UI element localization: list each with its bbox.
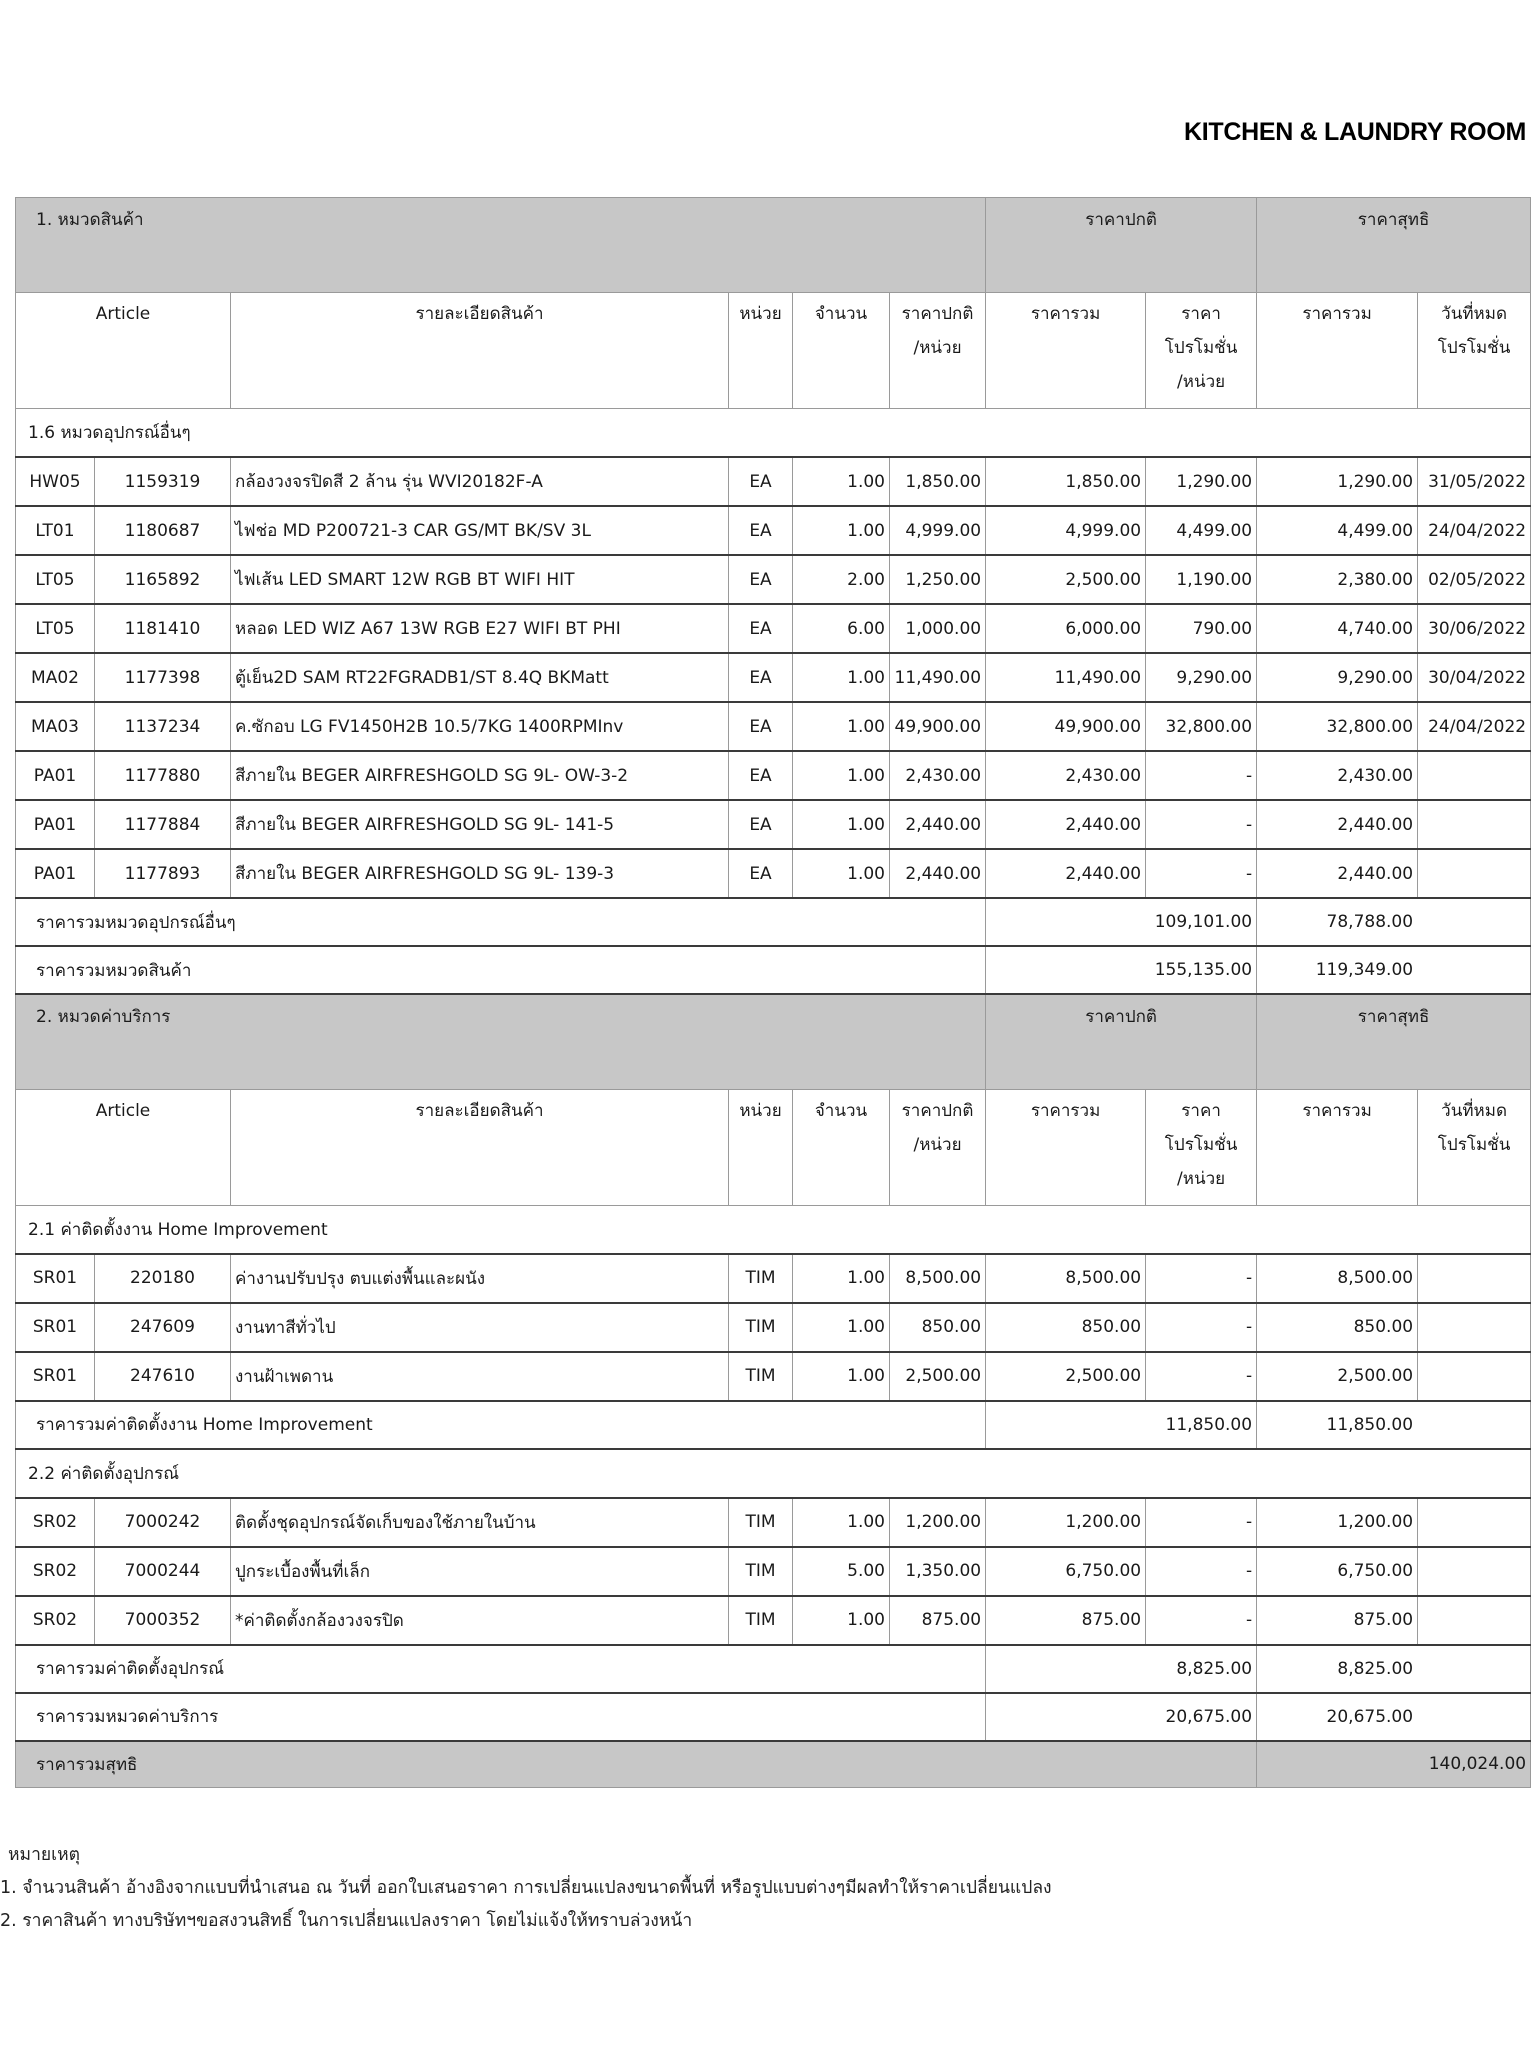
subtotal-normal: 11,850.00 bbox=[986, 1401, 1257, 1449]
table-row bbox=[16, 800, 1531, 849]
table-row bbox=[16, 1498, 1531, 1547]
item-qty: 1.00 bbox=[793, 1303, 890, 1352]
subtotal-row bbox=[16, 1645, 1531, 1693]
item-total: 6,000.00 bbox=[986, 604, 1146, 653]
item-unit-price: 1,850.00 bbox=[890, 457, 986, 506]
table-row bbox=[16, 849, 1531, 898]
item-unit: EA bbox=[729, 702, 793, 751]
item-unit-price: 850.00 bbox=[890, 1303, 986, 1352]
col-promo-price: ราคา โปรโมชั่น /หน่วย bbox=[1146, 293, 1257, 409]
item-code: LT05 bbox=[16, 555, 95, 604]
item-net-total: 9,290.00 bbox=[1257, 653, 1418, 702]
item-promo-end: 24/04/2022 bbox=[1418, 702, 1531, 751]
section-title: 2. หมวดค่าบริการ bbox=[16, 994, 986, 1089]
item-description: สีภายใน BEGER AIRFRESHGOLD SG 9L- OW-3-2 bbox=[231, 751, 729, 800]
item-unit: TIM bbox=[729, 1254, 793, 1303]
table-row bbox=[16, 1303, 1531, 1352]
item-article: 1180687 bbox=[95, 506, 231, 555]
item-code: SR01 bbox=[16, 1254, 95, 1303]
item-total: 8,500.00 bbox=[986, 1254, 1146, 1303]
item-promo-price: 4,499.00 bbox=[1146, 506, 1257, 555]
subtotal-row bbox=[16, 1401, 1531, 1449]
item-qty: 1.00 bbox=[793, 1254, 890, 1303]
section-total-row bbox=[16, 1693, 1531, 1741]
item-total: 1,200.00 bbox=[986, 1498, 1146, 1547]
section-total-normal: 20,675.00 bbox=[986, 1693, 1257, 1741]
item-promo-end bbox=[1418, 1254, 1531, 1303]
item-unit: TIM bbox=[729, 1303, 793, 1352]
item-total: 2,500.00 bbox=[986, 1352, 1146, 1401]
item-unit-price: 49,900.00 bbox=[890, 702, 986, 751]
item-code: PA01 bbox=[16, 751, 95, 800]
item-promo-price: - bbox=[1146, 1596, 1257, 1645]
col-detail: รายละเอียดสินค้า bbox=[231, 293, 729, 409]
item-promo-price: 790.00 bbox=[1146, 604, 1257, 653]
item-total: 1,850.00 bbox=[986, 457, 1146, 506]
note-item: 1. จำนวนสินค้า อ้างอิงจากแบบที่นำเสนอ ณ วันที่ ออกใบเสนอราคา การเปลี่ยนแปลงขนาดพื้นที่ หรือรูปแบบต่างๆมีผลทำให้ราคาเปลี่ยนแปลง bbox=[0, 1878, 1052, 1898]
item-unit-price: 4,999.00 bbox=[890, 506, 986, 555]
item-total: 875.00 bbox=[986, 1596, 1146, 1645]
item-description: ไฟช่อ MD P200721-3 CAR GS/MT BK/SV 3L bbox=[231, 506, 729, 555]
item-unit-price: 1,250.00 bbox=[890, 555, 986, 604]
section2-sub1-rows bbox=[16, 1254, 1531, 1401]
section-total-row bbox=[16, 946, 1531, 994]
item-article: 220180 bbox=[95, 1254, 231, 1303]
col-total: ราคารวม bbox=[986, 1089, 1146, 1205]
item-description: กล้องวงจรปิดสี 2 ล้าน รุ่น WVI20182F-A bbox=[231, 457, 729, 506]
item-description: สีภายใน BEGER AIRFRESHGOLD SG 9L- 139-3 bbox=[231, 849, 729, 898]
col-article: Article bbox=[16, 1089, 231, 1205]
column-header-row bbox=[16, 1089, 1531, 1205]
col-unit: หน่วย bbox=[729, 1089, 793, 1205]
item-description: ค.ซักอบ LG FV1450H2B 10.5/7KG 1400RPMInv bbox=[231, 702, 729, 751]
item-promo-price: - bbox=[1146, 1352, 1257, 1401]
item-total: 850.00 bbox=[986, 1303, 1146, 1352]
note-item: 2. ราคาสินค้า ทางบริษัทฯขอสงวนสิทธิ์ ในการเปลี่ยนแปลงราคา โดยไม่แจ้งให้ทราบล่วงหน้า bbox=[0, 1911, 693, 1931]
col-detail: รายละเอียดสินค้า bbox=[231, 1089, 729, 1205]
item-qty: 1.00 bbox=[793, 800, 890, 849]
item-promo-end: 24/04/2022 bbox=[1418, 506, 1531, 555]
item-unit: EA bbox=[729, 849, 793, 898]
net-price-group-header: ราคาสุทธิ bbox=[1257, 994, 1531, 1089]
item-article: 1181410 bbox=[95, 604, 231, 653]
item-promo-end: 30/06/2022 bbox=[1418, 604, 1531, 653]
item-total: 2,430.00 bbox=[986, 751, 1146, 800]
item-promo-price: - bbox=[1146, 800, 1257, 849]
item-net-total: 2,430.00 bbox=[1257, 751, 1418, 800]
item-promo-end bbox=[1418, 849, 1531, 898]
item-promo-price: - bbox=[1146, 1303, 1257, 1352]
item-promo-price: 1,190.00 bbox=[1146, 555, 1257, 604]
item-promo-end: 30/04/2022 bbox=[1418, 653, 1531, 702]
net-price-group-header: ราคาสุทธิ bbox=[1257, 198, 1531, 293]
item-qty: 1.00 bbox=[793, 1596, 890, 1645]
item-code: MA03 bbox=[16, 702, 95, 751]
item-code: MA02 bbox=[16, 653, 95, 702]
col-unit: หน่วย bbox=[729, 293, 793, 409]
subtotal-row bbox=[16, 898, 1531, 946]
document-title: KITCHEN & LAUNDRY ROOM bbox=[1183, 118, 1526, 146]
section-total-label: ราคารวมหมวดสินค้า bbox=[16, 946, 986, 994]
grand-total-row bbox=[16, 1741, 1531, 1788]
item-promo-end bbox=[1418, 1303, 1531, 1352]
normal-price-group-header: ราคาปกติ bbox=[986, 198, 1257, 293]
item-unit-price: 1,350.00 bbox=[890, 1547, 986, 1596]
item-article: 1177884 bbox=[95, 800, 231, 849]
item-net-total: 875.00 bbox=[1257, 1596, 1418, 1645]
item-article: 1165892 bbox=[95, 555, 231, 604]
item-total: 2,500.00 bbox=[986, 555, 1146, 604]
item-qty: 1.00 bbox=[793, 751, 890, 800]
subcategory-row bbox=[16, 409, 1531, 458]
item-article: 1159319 bbox=[95, 457, 231, 506]
item-code: LT05 bbox=[16, 604, 95, 653]
item-code: SR02 bbox=[16, 1547, 95, 1596]
item-unit-price: 2,440.00 bbox=[890, 800, 986, 849]
item-promo-price: - bbox=[1146, 1498, 1257, 1547]
item-promo-end: 02/05/2022 bbox=[1418, 555, 1531, 604]
subtotal-net: 78,788.00 bbox=[1257, 898, 1531, 946]
col-promo-end: วันที่หมด โปรโมชั่น bbox=[1418, 1089, 1531, 1205]
item-description: ติดตั้งชุดอุปกรณ์จัดเก็บของใช้ภายในบ้าน bbox=[231, 1498, 729, 1547]
item-qty: 6.00 bbox=[793, 604, 890, 653]
item-article: 1177880 bbox=[95, 751, 231, 800]
item-description: ค่างานปรับปรุง ตบแต่งพื้นและผนัง bbox=[231, 1254, 729, 1303]
item-description: สีภายใน BEGER AIRFRESHGOLD SG 9L- 141-5 bbox=[231, 800, 729, 849]
item-qty: 1.00 bbox=[793, 1498, 890, 1547]
item-qty: 1.00 bbox=[793, 457, 890, 506]
item-promo-end bbox=[1418, 1498, 1531, 1547]
table-row bbox=[16, 653, 1531, 702]
item-unit: EA bbox=[729, 604, 793, 653]
table-row bbox=[16, 1547, 1531, 1596]
notes-title: หมายเหตุ bbox=[8, 1845, 81, 1865]
section-total-label: ราคารวมหมวดค่าบริการ bbox=[16, 1693, 986, 1741]
item-code: PA01 bbox=[16, 849, 95, 898]
item-net-total: 6,750.00 bbox=[1257, 1547, 1418, 1596]
table-row bbox=[16, 457, 1531, 506]
item-net-total: 2,380.00 bbox=[1257, 555, 1418, 604]
item-net-total: 2,500.00 bbox=[1257, 1352, 1418, 1401]
item-article: 247609 bbox=[95, 1303, 231, 1352]
table-row bbox=[16, 506, 1531, 555]
item-unit: EA bbox=[729, 555, 793, 604]
subcategory-title: 2.1 ค่าติดตั้งงาน Home Improvement bbox=[16, 1205, 1531, 1254]
item-total: 2,440.00 bbox=[986, 800, 1146, 849]
item-promo-price: - bbox=[1146, 751, 1257, 800]
item-article: 7000242 bbox=[95, 1498, 231, 1547]
item-article: 1177893 bbox=[95, 849, 231, 898]
section-total-normal: 155,135.00 bbox=[986, 946, 1257, 994]
table-row bbox=[16, 604, 1531, 653]
table-row bbox=[16, 555, 1531, 604]
item-unit: EA bbox=[729, 800, 793, 849]
item-unit-price: 8,500.00 bbox=[890, 1254, 986, 1303]
subtotal-normal: 8,825.00 bbox=[986, 1645, 1257, 1693]
item-unit: TIM bbox=[729, 1547, 793, 1596]
item-total: 6,750.00 bbox=[986, 1547, 1146, 1596]
section-total-net: 20,675.00 bbox=[1257, 1693, 1531, 1741]
subtotal-label: ราคารวมค่าติดตั้งอุปกรณ์ bbox=[16, 1645, 986, 1693]
section-title: 1. หมวดสินค้า bbox=[16, 198, 986, 293]
col-unit-price: ราคาปกติ /หน่วย bbox=[890, 293, 986, 409]
col-unit-price: ราคาปกติ /หน่วย bbox=[890, 1089, 986, 1205]
item-promo-price: - bbox=[1146, 849, 1257, 898]
section-header bbox=[16, 198, 1531, 293]
item-total: 4,999.00 bbox=[986, 506, 1146, 555]
col-total: ราคารวม bbox=[986, 293, 1146, 409]
item-unit: EA bbox=[729, 653, 793, 702]
item-promo-end bbox=[1418, 1596, 1531, 1645]
item-description: ตู้เย็น2D SAM RT22FGRADB1/ST 8.4Q BKMatt bbox=[231, 653, 729, 702]
item-unit-price: 2,430.00 bbox=[890, 751, 986, 800]
item-code: SR02 bbox=[16, 1596, 95, 1645]
item-code: PA01 bbox=[16, 800, 95, 849]
grand-total-label: ราคารวมสุทธิ bbox=[16, 1741, 1257, 1788]
item-net-total: 1,200.00 bbox=[1257, 1498, 1418, 1547]
item-unit-price: 11,490.00 bbox=[890, 653, 986, 702]
item-qty: 1.00 bbox=[793, 653, 890, 702]
item-net-total: 4,740.00 bbox=[1257, 604, 1418, 653]
grand-total-value: 140,024.00 bbox=[1257, 1741, 1531, 1788]
notes bbox=[0, 1839, 1052, 1938]
item-code: SR01 bbox=[16, 1303, 95, 1352]
subtotal-net: 11,850.00 bbox=[1257, 1401, 1531, 1449]
item-code: LT01 bbox=[16, 506, 95, 555]
item-promo-end bbox=[1418, 751, 1531, 800]
item-description: งานฝ้าเพดาน bbox=[231, 1352, 729, 1401]
item-unit: TIM bbox=[729, 1498, 793, 1547]
item-qty: 1.00 bbox=[793, 702, 890, 751]
section1-rows bbox=[16, 457, 1531, 898]
subtotal-net: 8,825.00 bbox=[1257, 1645, 1531, 1693]
item-total: 49,900.00 bbox=[986, 702, 1146, 751]
item-unit-price: 1,200.00 bbox=[890, 1498, 986, 1547]
item-net-total: 850.00 bbox=[1257, 1303, 1418, 1352]
table-row bbox=[16, 751, 1531, 800]
item-article: 7000352 bbox=[95, 1596, 231, 1645]
item-promo-end bbox=[1418, 1547, 1531, 1596]
item-promo-end bbox=[1418, 1352, 1531, 1401]
column-header-row bbox=[16, 293, 1531, 409]
item-net-total: 32,800.00 bbox=[1257, 702, 1418, 751]
subcategory-row bbox=[16, 1205, 1531, 1254]
item-promo-price: - bbox=[1146, 1254, 1257, 1303]
item-qty: 2.00 bbox=[793, 555, 890, 604]
item-promo-price: 9,290.00 bbox=[1146, 653, 1257, 702]
col-net-total: ราคารวม bbox=[1257, 293, 1418, 409]
subcategory-title: 1.6 หมวดอุปกรณ์อื่นๆ bbox=[16, 409, 1531, 458]
item-qty: 1.00 bbox=[793, 849, 890, 898]
item-unit-price: 2,500.00 bbox=[890, 1352, 986, 1401]
item-net-total: 1,290.00 bbox=[1257, 457, 1418, 506]
item-unit: EA bbox=[729, 457, 793, 506]
normal-price-group-header: ราคาปกติ bbox=[986, 994, 1257, 1089]
item-qty: 1.00 bbox=[793, 1352, 890, 1401]
item-qty: 1.00 bbox=[793, 506, 890, 555]
item-article: 1177398 bbox=[95, 653, 231, 702]
item-description: งานทาสีทั่วไป bbox=[231, 1303, 729, 1352]
item-unit: EA bbox=[729, 751, 793, 800]
subtotal-label: ราคารวมหมวดอุปกรณ์อื่นๆ bbox=[16, 898, 986, 946]
item-description: ปูกระเบื้องพื้นที่เล็ก bbox=[231, 1547, 729, 1596]
item-unit: TIM bbox=[729, 1596, 793, 1645]
item-code: HW05 bbox=[16, 457, 95, 506]
item-unit-price: 875.00 bbox=[890, 1596, 986, 1645]
section2-sub2-rows bbox=[16, 1498, 1531, 1645]
item-article: 1137234 bbox=[95, 702, 231, 751]
item-code: SR02 bbox=[16, 1498, 95, 1547]
item-promo-price: - bbox=[1146, 1547, 1257, 1596]
item-promo-price: 32,800.00 bbox=[1146, 702, 1257, 751]
item-promo-end bbox=[1418, 800, 1531, 849]
item-net-total: 2,440.00 bbox=[1257, 800, 1418, 849]
item-article: 7000244 bbox=[95, 1547, 231, 1596]
table-row bbox=[16, 1352, 1531, 1401]
col-promo-end: วันที่หมด โปรโมชั่น bbox=[1418, 293, 1531, 409]
col-article: Article bbox=[16, 293, 231, 409]
item-qty: 5.00 bbox=[793, 1547, 890, 1596]
subcategory-row bbox=[16, 1449, 1531, 1498]
item-description: ไฟเส้น LED SMART 12W RGB BT WIFI HIT bbox=[231, 555, 729, 604]
item-description: หลอด LED WIZ A67 13W RGB E27 WIFI BT PHI bbox=[231, 604, 729, 653]
item-net-total: 4,499.00 bbox=[1257, 506, 1418, 555]
col-qty: จำนวน bbox=[793, 293, 890, 409]
item-article: 247610 bbox=[95, 1352, 231, 1401]
quotation-table bbox=[15, 197, 1531, 1788]
item-unit-price: 1,000.00 bbox=[890, 604, 986, 653]
subtotal-label: ราคารวมค่าติดตั้งงาน Home Improvement bbox=[16, 1401, 986, 1449]
item-total: 11,490.00 bbox=[986, 653, 1146, 702]
item-description: *ค่าติดตั้งกล้องวงจรปิด bbox=[231, 1596, 729, 1645]
item-code: SR01 bbox=[16, 1352, 95, 1401]
item-net-total: 8,500.00 bbox=[1257, 1254, 1418, 1303]
col-qty: จำนวน bbox=[793, 1089, 890, 1205]
section-total-net: 119,349.00 bbox=[1257, 946, 1531, 994]
item-promo-price: 1,290.00 bbox=[1146, 457, 1257, 506]
item-total: 2,440.00 bbox=[986, 849, 1146, 898]
item-unit: TIM bbox=[729, 1352, 793, 1401]
col-promo-price: ราคา โปรโมชั่น /หน่วย bbox=[1146, 1089, 1257, 1205]
item-unit-price: 2,440.00 bbox=[890, 849, 986, 898]
table-row bbox=[16, 1596, 1531, 1645]
col-net-total: ราคารวม bbox=[1257, 1089, 1418, 1205]
section-header bbox=[16, 994, 1531, 1089]
table-row bbox=[16, 702, 1531, 751]
item-unit: EA bbox=[729, 506, 793, 555]
subtotal-normal: 109,101.00 bbox=[986, 898, 1257, 946]
item-net-total: 2,440.00 bbox=[1257, 849, 1418, 898]
subcategory-title: 2.2 ค่าติดตั้งอุปกรณ์ bbox=[16, 1449, 1531, 1498]
item-promo-end: 31/05/2022 bbox=[1418, 457, 1531, 506]
table-row bbox=[16, 1254, 1531, 1303]
